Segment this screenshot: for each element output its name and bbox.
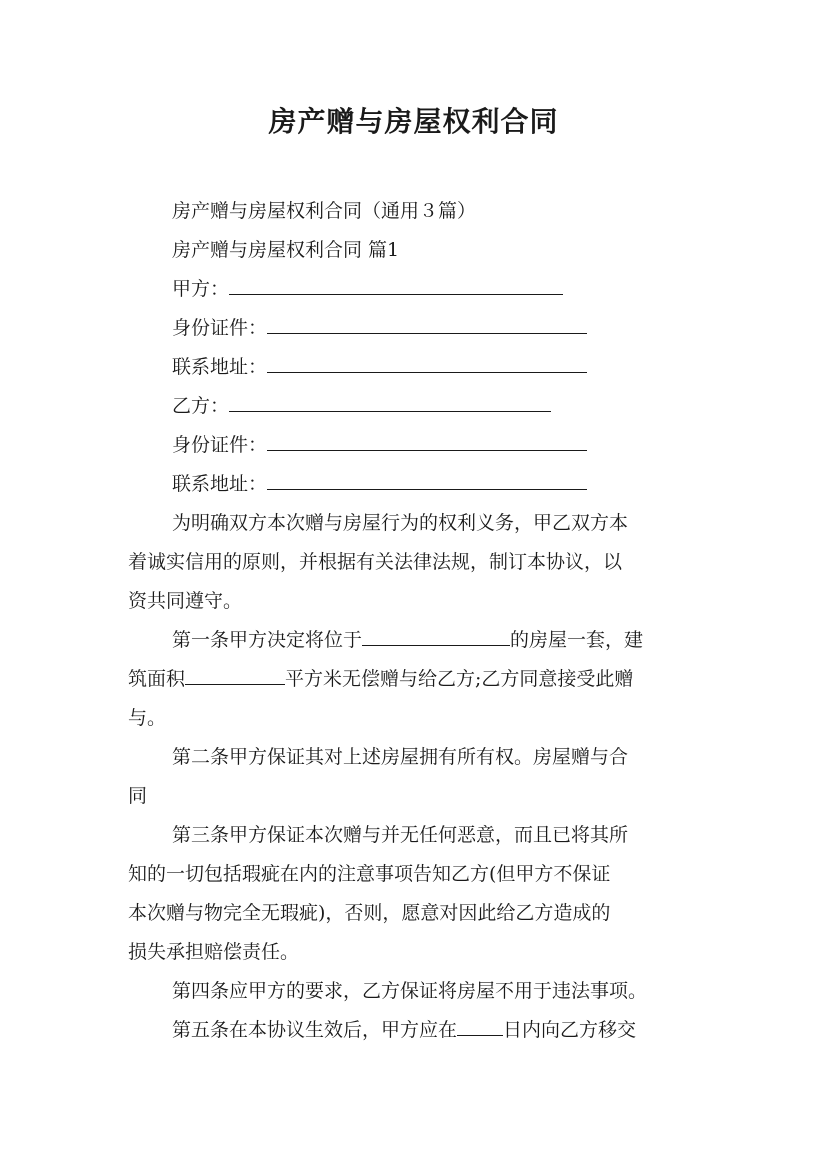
- article-1-text: 第一条甲方决定将位于: [172, 629, 363, 651]
- article-1-text: 筑面积: [128, 668, 186, 690]
- party-b-address-row: [172, 469, 752, 499]
- article-1-text: 平方米无偿赠与给乙方;乙方同意接受此赠: [285, 668, 634, 690]
- party-a-id-blank[interactable]: [267, 313, 587, 334]
- party-a-label: 甲方：: [172, 278, 230, 300]
- party-b-address-blank[interactable]: [267, 469, 587, 490]
- party-a-address-row: [172, 352, 752, 382]
- article-5-line: [172, 1015, 752, 1045]
- article-1-text: 的房屋一套，建: [510, 629, 644, 651]
- article-1-line: 与。: [128, 707, 167, 729]
- article-5-text: 日内向乙方移交: [503, 1019, 637, 1041]
- article-3-line: 第三条甲方保证本次赠与并无任何恶意，而且已将其所: [172, 824, 629, 846]
- handover-days-blank[interactable]: [457, 1015, 503, 1036]
- party-b-address-label: 联系地址：: [172, 473, 268, 495]
- article-5-text: 第五条在本协议生效后，甲方应在: [172, 1019, 458, 1041]
- party-b-id-label: 身份证件：: [172, 434, 268, 456]
- preamble-line: 资共同遵守。: [128, 590, 243, 612]
- party-a-blank[interactable]: [229, 274, 563, 295]
- section-heading: 房产赠与房屋权利合同 篇1: [172, 239, 400, 261]
- document-subtitle: 房产赠与房屋权利合同（通用３篇）: [172, 200, 477, 222]
- article-1-line: [172, 625, 752, 655]
- preamble-line: 着诚实信用的原则，并根据有关法律法规，制订本协议，以: [128, 551, 623, 573]
- document-title: 房产赠与房屋权利合同: [268, 105, 559, 138]
- article-3-line: 损失承担赔偿责任。: [128, 941, 300, 963]
- party-a-address-blank[interactable]: [267, 352, 587, 373]
- party-a-id-row: [172, 313, 752, 343]
- party-a-row: [172, 274, 752, 304]
- party-b-id-row: [172, 430, 752, 460]
- article-2-line: 第二条甲方保证其对上述房屋拥有所有权。房屋赠与合: [172, 746, 629, 768]
- party-b-row: [172, 391, 752, 421]
- article-3-line: 本次赠与物完全无瑕疵)，否则，愿意对因此给乙方造成的: [128, 902, 611, 924]
- preamble-line: 为明确双方本次赠与房屋行为的权利义务，甲乙双方本: [172, 512, 629, 534]
- article-4-line: 第四条应甲方的要求，乙方保证将房屋不用于违法事项。: [172, 980, 648, 1002]
- party-a-id-label: 身份证件：: [172, 317, 268, 339]
- party-b-id-blank[interactable]: [267, 430, 587, 451]
- party-b-blank[interactable]: [229, 391, 551, 412]
- property-location-blank[interactable]: [362, 625, 510, 646]
- article-2-line: 同: [128, 785, 148, 807]
- party-b-label: 乙方：: [172, 395, 230, 417]
- floor-area-blank[interactable]: [185, 664, 285, 685]
- article-3-line: 知的一切包括瑕疵在内的注意事项告知乙方(但甲方不保证: [128, 863, 611, 885]
- article-1-line: [128, 664, 708, 694]
- party-a-address-label: 联系地址：: [172, 356, 268, 378]
